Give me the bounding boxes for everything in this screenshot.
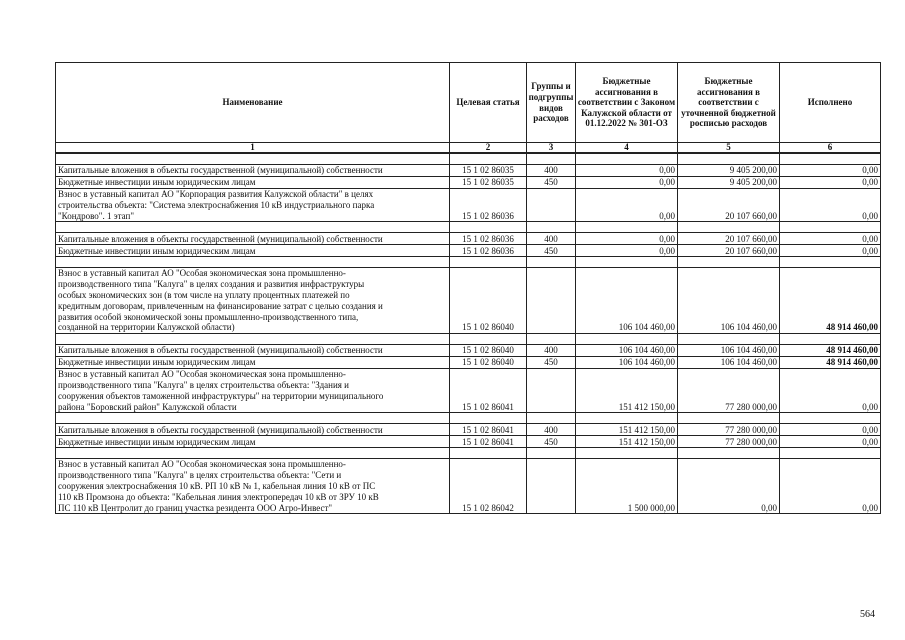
row-code-cell: 15 1 02 86040 — [450, 345, 527, 357]
row-name-cell: Взнос в уставный капитал АО "Корпорация развития Калужской области" в целях строительства объекта: "Система электроснабжения 10 кВ индустриального парка "Кондрово". 1 этап" — [56, 189, 450, 222]
row-group-cell — [527, 369, 576, 413]
spacer-cell — [678, 413, 780, 424]
spacer-row — [56, 222, 881, 233]
row-name-cell: Бюджетные инвестиции иным юридическим лицам — [56, 177, 450, 189]
row-law-amount-cell: 0,00 — [576, 245, 678, 257]
row-law-amount-cell: 1 500 000,00 — [576, 459, 678, 514]
row-name-cell: Капитальные вложения в объекты государственной (муниципальной) собственности — [56, 345, 450, 357]
spacer-cell — [780, 257, 881, 268]
spacer-cell — [576, 448, 678, 459]
table-row — [56, 165, 881, 177]
column-number: 1 — [56, 143, 450, 154]
row-law-amount-cell: 151 412 150,00 — [576, 436, 678, 448]
spacer-cell — [527, 153, 576, 165]
header-law-allocations: Бюджетные ассигнования в соответствии с Законом Калужской области от 01.12.2022 № 301-ОЗ — [576, 63, 678, 143]
row-executed-amount-cell: 0,00 — [780, 459, 881, 514]
row-executed-amount-cell: 48 914 460,00 — [780, 345, 881, 357]
spacer-cell — [576, 153, 678, 165]
row-name-cell: Бюджетные инвестиции иным юридическим лицам — [56, 245, 450, 257]
header-expense-groups: Группы и подгруппы видов расходов — [527, 63, 576, 143]
spacer-cell — [678, 222, 780, 233]
row-code-cell: 15 1 02 86040 — [450, 357, 527, 369]
row-law-amount-cell: 0,00 — [576, 233, 678, 245]
row-group-cell: 400 — [527, 233, 576, 245]
spacer-cell — [450, 413, 527, 424]
spacer-row — [56, 413, 881, 424]
row-law-amount-cell: 106 104 460,00 — [576, 345, 678, 357]
row-group-cell — [527, 268, 576, 334]
spacer-row — [56, 257, 881, 268]
row-code-cell: 15 1 02 86035 — [450, 165, 527, 177]
row-law-amount-cell: 106 104 460,00 — [576, 268, 678, 334]
row-plan-amount-cell: 20 107 660,00 — [678, 189, 780, 222]
table-row — [56, 424, 881, 436]
row-executed-amount-cell: 48 914 460,00 — [780, 268, 881, 334]
row-group-cell — [527, 189, 576, 222]
spacer-cell — [56, 222, 450, 233]
row-name-cell: Взнос в уставный капитал АО "Особая экономическая зона промышленно- производственного типа "Калуга" в целях создания и развития инфраструктуры особых экономических зон (в том числе на уплату процентных платежей по кредитным договорам, привлеченным на финансирование затрат с целью создания и развития особой экономической зоны промышленно-производственного типа, созданной на территории Калужской области) — [56, 268, 450, 334]
spacer-cell — [576, 222, 678, 233]
row-plan-amount-cell: 77 280 000,00 — [678, 436, 780, 448]
row-name-cell: Капитальные вложения в объекты государственной (муниципальной) собственности — [56, 424, 450, 436]
row-group-cell: 450 — [527, 177, 576, 189]
row-code-cell: 15 1 02 86042 — [450, 459, 527, 514]
spacer-cell — [56, 153, 450, 165]
row-code-cell: 15 1 02 86035 — [450, 177, 527, 189]
header-name: Наименование — [56, 63, 450, 143]
page-number: 564 — [860, 609, 875, 620]
row-law-amount-cell: 151 412 150,00 — [576, 369, 678, 413]
row-executed-amount-cell: 0,00 — [780, 177, 881, 189]
row-name-cell: Взнос в уставный капитал АО "Особая экономическая зона промышленно- производственного типа "Калуга" в целях строительства объекта: "Сети и сооружения электроснабжения 10 кВ. РП 10 кВ № 1, кабельная линия 10 кВ от ПС 110 кВ Промзона до объекта: "Кабельная линия электропередач 10 кВ от ЗРУ 10 кВ ПС 110 кВ Центролит до границ участка резидента ООО Агро-Инвест" — [56, 459, 450, 514]
row-code-cell: 15 1 02 86041 — [450, 436, 527, 448]
spacer-cell — [56, 413, 450, 424]
spacer-row — [56, 448, 881, 459]
spacer-cell — [527, 413, 576, 424]
table-row — [56, 245, 881, 257]
row-executed-amount-cell: 0,00 — [780, 165, 881, 177]
spacer-cell — [56, 448, 450, 459]
row-group-cell: 400 — [527, 424, 576, 436]
spacer-cell — [678, 153, 780, 165]
row-name-cell: Капитальные вложения в объекты государственной (муниципальной) собственности — [56, 165, 450, 177]
row-group-cell: 450 — [527, 357, 576, 369]
row-name-cell: Бюджетные инвестиции иным юридическим лицам — [56, 357, 450, 369]
row-group-cell: 450 — [527, 436, 576, 448]
row-plan-amount-cell: 77 280 000,00 — [678, 424, 780, 436]
row-executed-amount-cell: 0,00 — [780, 424, 881, 436]
row-executed-amount-cell: 0,00 — [780, 189, 881, 222]
spacer-cell — [576, 257, 678, 268]
row-law-amount-cell: 106 104 460,00 — [576, 357, 678, 369]
column-number: 2 — [450, 143, 527, 154]
row-group-cell: 400 — [527, 165, 576, 177]
column-number: 4 — [576, 143, 678, 154]
spacer-cell — [678, 334, 780, 345]
budget-table-sheet — [55, 62, 881, 514]
row-plan-amount-cell: 20 107 660,00 — [678, 233, 780, 245]
spacer-cell — [450, 222, 527, 233]
row-executed-amount-cell: 0,00 — [780, 233, 881, 245]
row-group-cell — [527, 459, 576, 514]
row-code-cell: 15 1 02 86036 — [450, 189, 527, 222]
spacer-cell — [780, 222, 881, 233]
header-target-article: Целевая статья — [450, 63, 527, 143]
row-plan-amount-cell: 20 107 660,00 — [678, 245, 780, 257]
row-plan-amount-cell: 106 104 460,00 — [678, 345, 780, 357]
column-number-row — [56, 143, 881, 154]
row-plan-amount-cell: 0,00 — [678, 459, 780, 514]
table-row — [56, 345, 881, 357]
spacer-cell — [780, 448, 881, 459]
column-number: 3 — [527, 143, 576, 154]
spacer-cell — [450, 448, 527, 459]
spacer-cell — [678, 448, 780, 459]
spacer-row — [56, 334, 881, 345]
row-code-cell: 15 1 02 86041 — [450, 424, 527, 436]
row-plan-amount-cell: 9 405 200,00 — [678, 165, 780, 177]
table-row — [56, 177, 881, 189]
row-name-cell: Взнос в уставный капитал АО "Особая экономическая зона промышленно- производственного типа "Калуга" в целях строительства объекта: "Здания и сооружения объектов таможенной инфраструктуры" на территории муниципального района "Боровский район" Калужской области — [56, 369, 450, 413]
budget-table — [55, 62, 881, 514]
table-row — [56, 436, 881, 448]
table-row — [56, 369, 881, 413]
spacer-cell — [527, 222, 576, 233]
row-group-cell: 450 — [527, 245, 576, 257]
table-row — [56, 189, 881, 222]
row-code-cell: 15 1 02 86040 — [450, 268, 527, 334]
row-plan-amount-cell: 77 280 000,00 — [678, 369, 780, 413]
spacer-cell — [450, 334, 527, 345]
spacer-cell — [780, 153, 881, 165]
row-group-cell: 400 — [527, 345, 576, 357]
header-row — [56, 63, 881, 143]
row-code-cell: 15 1 02 86036 — [450, 233, 527, 245]
table-row — [56, 357, 881, 369]
spacer-cell — [678, 257, 780, 268]
spacer-cell — [527, 334, 576, 345]
row-executed-amount-cell: 0,00 — [780, 369, 881, 413]
row-plan-amount-cell: 9 405 200,00 — [678, 177, 780, 189]
row-executed-amount-cell: 48 914 460,00 — [780, 357, 881, 369]
row-name-cell: Бюджетные инвестиции иным юридическим лицам — [56, 436, 450, 448]
row-plan-amount-cell: 106 104 460,00 — [678, 357, 780, 369]
table-row — [56, 459, 881, 514]
row-law-amount-cell: 0,00 — [576, 177, 678, 189]
table-body — [56, 153, 881, 514]
row-executed-amount-cell: 0,00 — [780, 245, 881, 257]
spacer-row — [56, 153, 881, 165]
row-code-cell: 15 1 02 86036 — [450, 245, 527, 257]
spacer-cell — [450, 153, 527, 165]
spacer-cell — [780, 334, 881, 345]
row-name-cell: Капитальные вложения в объекты государственной (муниципальной) собственности — [56, 233, 450, 245]
column-number: 6 — [780, 143, 881, 154]
spacer-cell — [527, 257, 576, 268]
spacer-cell — [780, 413, 881, 424]
table-row — [56, 233, 881, 245]
spacer-cell — [56, 334, 450, 345]
row-executed-amount-cell: 0,00 — [780, 436, 881, 448]
spacer-cell — [576, 413, 678, 424]
spacer-cell — [450, 257, 527, 268]
row-law-amount-cell: 151 412 150,00 — [576, 424, 678, 436]
row-code-cell: 15 1 02 86041 — [450, 369, 527, 413]
column-number: 5 — [678, 143, 780, 154]
table-row — [56, 268, 881, 334]
spacer-cell — [56, 257, 450, 268]
row-law-amount-cell: 0,00 — [576, 189, 678, 222]
row-law-amount-cell: 0,00 — [576, 165, 678, 177]
header-executed: Исполнено — [780, 63, 881, 143]
spacer-cell — [527, 448, 576, 459]
header-refined-allocations: Бюджетные ассигнования в соответствии с уточненной бюджетной росписью расходов — [678, 63, 780, 143]
row-plan-amount-cell: 106 104 460,00 — [678, 268, 780, 334]
spacer-cell — [576, 334, 678, 345]
